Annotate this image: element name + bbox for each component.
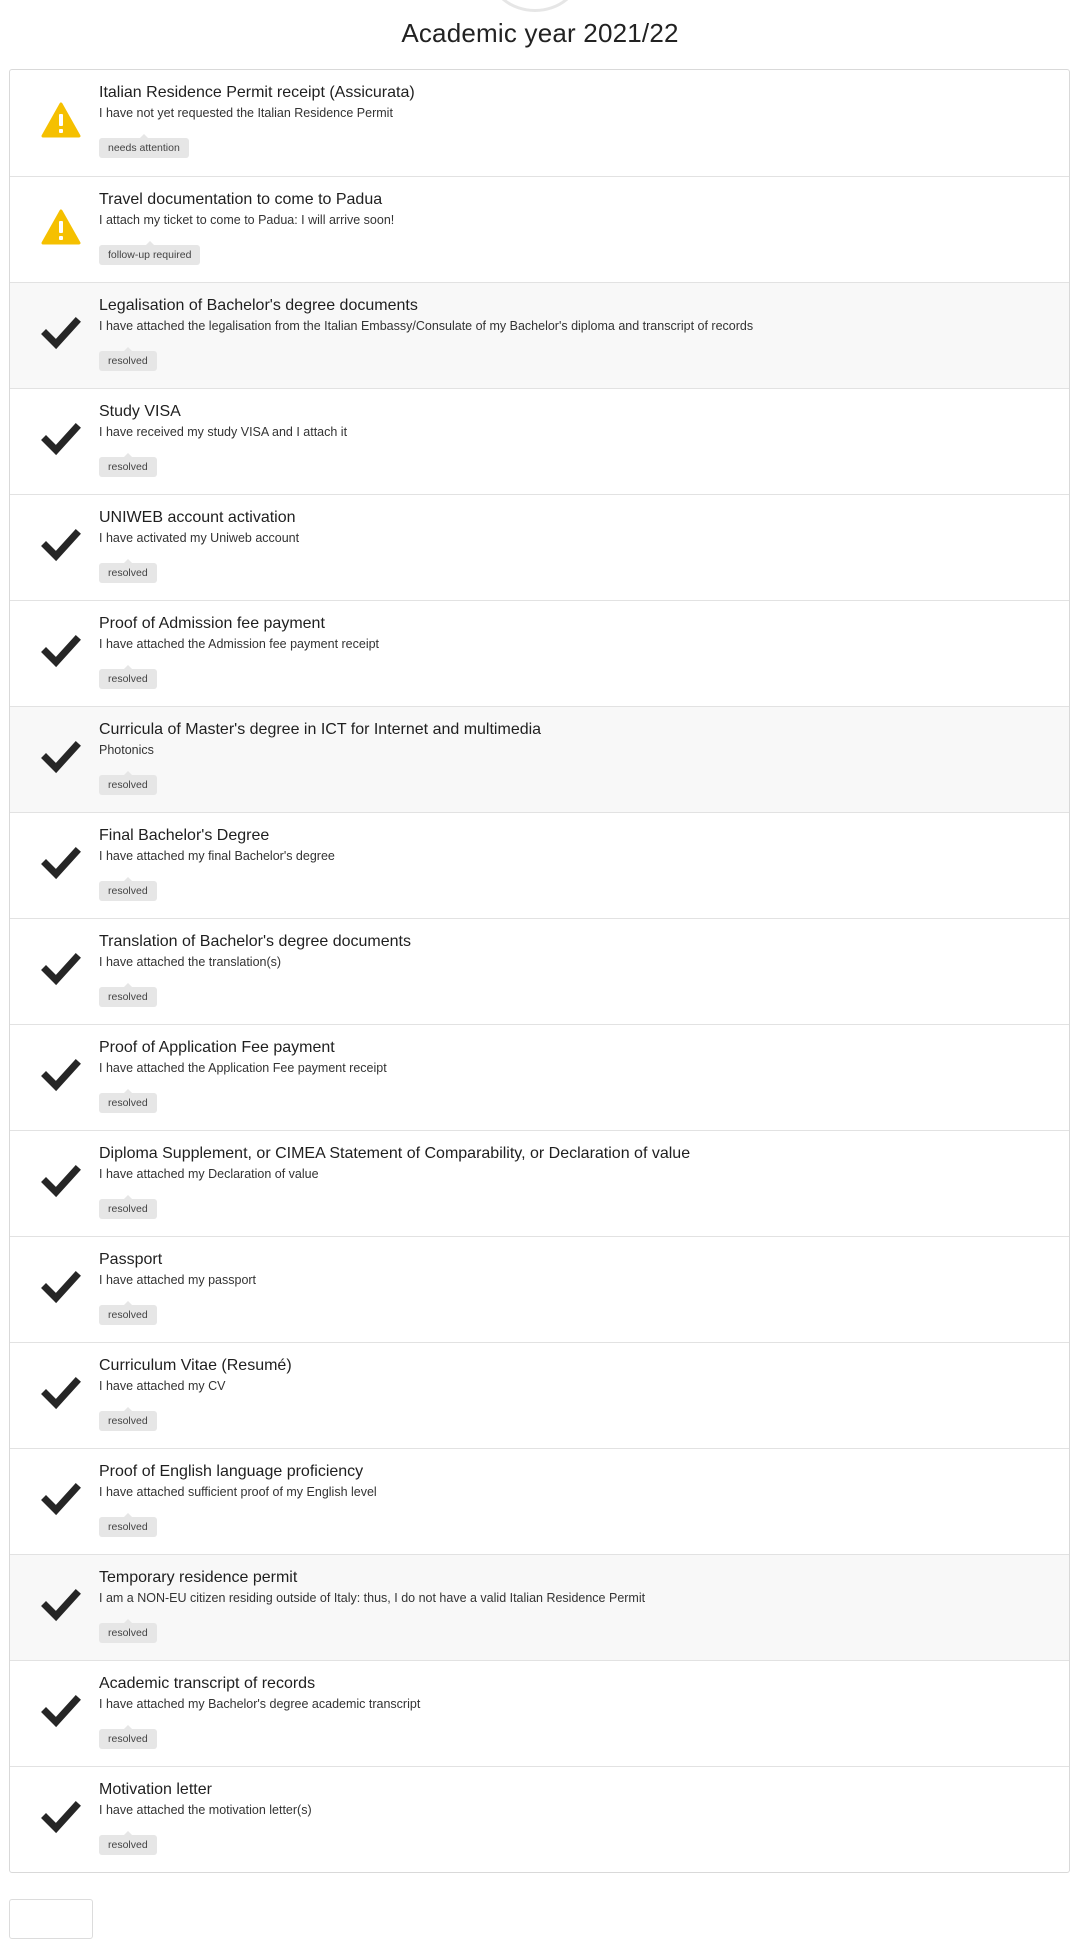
status-badge: resolved xyxy=(99,1517,157,1537)
status-badge: resolved xyxy=(99,669,157,689)
item-description: I have received my study VISA and I attach it xyxy=(99,425,348,439)
item-description: Photonics xyxy=(99,743,154,757)
item-title: UNIWEB account activation xyxy=(99,509,296,526)
item-description: I have attached the translation(s) xyxy=(99,955,282,969)
status-badge: resolved xyxy=(99,1305,157,1325)
checklist-item[interactable] xyxy=(10,176,1069,282)
item-description: I have attached my passport xyxy=(99,1273,257,1287)
checklist-item[interactable] xyxy=(10,1024,1069,1130)
item-title: Proof of Application Fee payment xyxy=(99,1039,335,1056)
check-icon xyxy=(41,1373,81,1413)
status-badge: resolved xyxy=(99,1729,157,1749)
status-badge: resolved xyxy=(99,351,157,371)
status-badge: resolved xyxy=(99,881,157,901)
check-icon xyxy=(41,737,81,777)
item-description: I have attached my CV xyxy=(99,1379,226,1393)
item-title: Diploma Supplement, or CIMEA Statement of Comparability, or Declaration of value xyxy=(99,1145,691,1162)
item-title: Passport xyxy=(99,1251,163,1268)
item-title: Motivation letter xyxy=(99,1781,212,1798)
item-description: I have not yet requested the Italian Residence Permit xyxy=(99,106,393,120)
top-avatar-circle xyxy=(490,0,580,12)
status-badge: follow-up required xyxy=(99,245,200,265)
item-title: Final Bachelor's Degree xyxy=(99,827,270,844)
check-icon xyxy=(41,419,81,459)
item-description: I have attached the Admission fee payment receipt xyxy=(99,637,380,651)
check-icon xyxy=(41,1267,81,1307)
item-description: I am a NON-EU citizen residing outside of Italy: thus, I do not have a valid Italian Residence Permit xyxy=(99,1591,646,1605)
item-title: Italian Residence Permit receipt (Assicurata) xyxy=(99,84,415,101)
item-description: I have activated my Uniweb account xyxy=(99,531,300,545)
check-icon xyxy=(41,525,81,565)
bottom-button[interactable] xyxy=(9,1899,93,1939)
item-title: Legalisation of Bachelor's degree documents xyxy=(99,297,418,314)
checklist-item[interactable] xyxy=(10,1342,1069,1448)
checklist-item[interactable] xyxy=(10,494,1069,600)
status-badge: resolved xyxy=(99,563,157,583)
item-title: Travel documentation to come to Padua xyxy=(99,191,383,208)
check-icon xyxy=(41,1055,81,1095)
checklist-item[interactable] xyxy=(10,1766,1069,1872)
check-icon xyxy=(41,631,81,671)
item-title: Curriculum Vitae (Resumé) xyxy=(99,1357,292,1374)
checklist-item[interactable] xyxy=(10,1660,1069,1766)
status-badge: resolved xyxy=(99,775,157,795)
check-icon xyxy=(41,1691,81,1731)
checklist-item[interactable] xyxy=(10,918,1069,1024)
item-description: I attach my ticket to come to Padua: I will arrive soon! xyxy=(99,213,395,227)
status-badge: resolved xyxy=(99,1835,157,1855)
checklist-item[interactable] xyxy=(10,70,1069,176)
check-icon xyxy=(41,1797,81,1837)
item-title: Proof of English language proficiency xyxy=(99,1463,364,1480)
check-icon xyxy=(41,1585,81,1625)
status-badge: resolved xyxy=(99,457,157,477)
warning-icon xyxy=(41,100,81,140)
check-icon xyxy=(41,949,81,989)
item-title: Proof of Admission fee payment xyxy=(99,615,325,632)
status-badge: resolved xyxy=(99,1093,157,1113)
warning-icon xyxy=(41,207,81,247)
status-badge: resolved xyxy=(99,1199,157,1219)
page-title: Academic year 2021/22 xyxy=(401,18,679,48)
checklist-item[interactable] xyxy=(10,812,1069,918)
checklist-item[interactable] xyxy=(10,282,1069,388)
item-title: Translation of Bachelor's degree documents xyxy=(99,933,411,950)
item-description: I have attached the Application Fee payment receipt xyxy=(99,1061,387,1075)
status-badge: needs attention xyxy=(99,138,189,158)
item-title: Temporary residence permit xyxy=(99,1569,298,1586)
item-description: I have attached my final Bachelor's degree xyxy=(99,849,335,863)
check-icon xyxy=(41,843,81,883)
checklist-item[interactable] xyxy=(10,1554,1069,1660)
checklist-item[interactable] xyxy=(10,706,1069,812)
checklist-item[interactable] xyxy=(10,1130,1069,1236)
status-badge: resolved xyxy=(99,987,157,1007)
item-title: Curricula of Master's degree in ICT for Internet and multimedia xyxy=(99,721,542,738)
status-badge: resolved xyxy=(99,1411,157,1431)
item-description: I have attached my Bachelor's degree academic transcript xyxy=(99,1697,421,1711)
item-description: I have attached sufficient proof of my English level xyxy=(99,1485,377,1499)
checklist-item[interactable] xyxy=(10,388,1069,494)
item-title: Study VISA xyxy=(99,403,181,420)
check-icon xyxy=(41,1161,81,1201)
checklist-item[interactable] xyxy=(10,1236,1069,1342)
item-title: Academic transcript of records xyxy=(99,1675,316,1692)
checklist-item[interactable] xyxy=(10,1448,1069,1554)
checklist-item[interactable] xyxy=(10,600,1069,706)
item-description: I have attached the motivation letter(s) xyxy=(99,1803,312,1817)
check-icon xyxy=(41,313,81,353)
status-badge: resolved xyxy=(99,1623,157,1643)
item-description: I have attached my Declaration of value xyxy=(99,1167,319,1181)
check-icon xyxy=(41,1479,81,1519)
checklist xyxy=(9,69,1070,1873)
item-description: I have attached the legalisation from the Italian Embassy/Consulate of my Bachelor's diploma and transcript of records xyxy=(99,319,754,333)
